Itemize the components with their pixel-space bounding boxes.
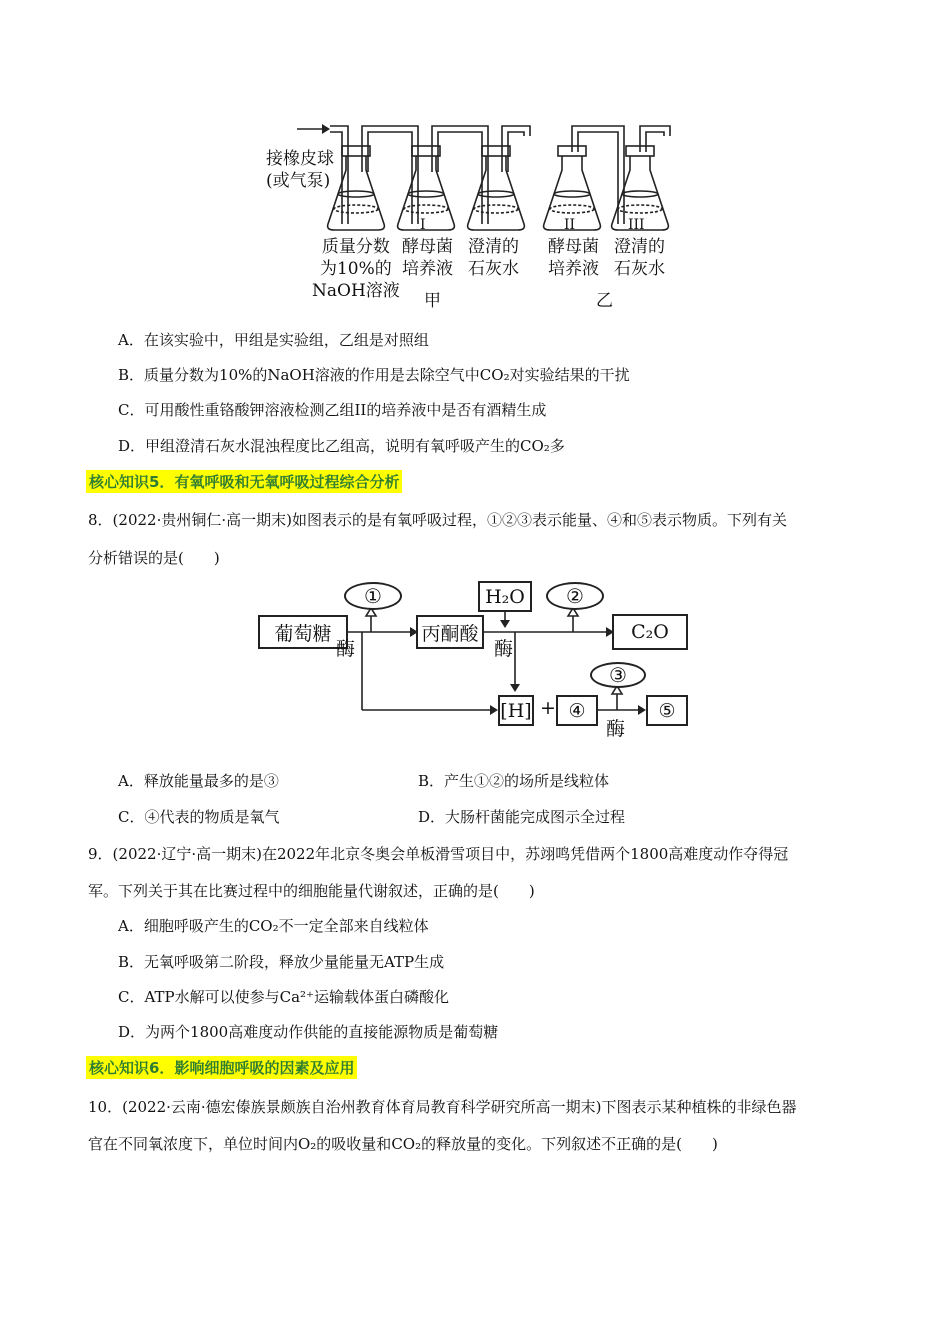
q7-option-b: B．质量分数为10%的NaOH溶液的作用是去除空气中CO₂对实验结果的干扰 (118, 366, 630, 384)
label-naoh (312, 236, 400, 302)
circle5-box: ⑤ (646, 695, 688, 726)
label-lime-2-line2: 石灰水 (614, 259, 665, 279)
circle4-box: ④ (556, 695, 598, 726)
inlet-label-line2: (或气泵) (266, 171, 331, 191)
enzyme-label-2: 酶 (494, 638, 514, 660)
circle2-oval: ② (546, 582, 604, 610)
plus-sign: + (540, 697, 556, 719)
q8-stem-line2: 分析错误的是( ) (88, 549, 220, 567)
label-lime-1-line1: 澄清的 (468, 237, 519, 257)
label-lime-1 (468, 236, 519, 280)
group-jia-label: 甲 (424, 291, 441, 311)
q9-option-c: C．ATP水解可以使参与Ca²⁺运输载体蛋白磷酸化 (118, 988, 449, 1006)
h-box: [H] (498, 695, 534, 726)
glucose-box: 葡萄糖 (258, 615, 348, 649)
respiration-diagram (250, 578, 700, 738)
apparatus-figure (260, 112, 690, 317)
q9-option-a: A．细胞呼吸产生的CO₂不一定全部来自线粒体 (118, 917, 429, 935)
q9-option-d: D．为两个1800高难度动作供能的直接能源物质是葡萄糖 (118, 1023, 499, 1041)
section-heading-5: 核心知识5．有氧呼吸和无氧呼吸过程综合分析 (86, 470, 402, 493)
water-box: H₂O (478, 581, 532, 612)
label-lime-2-line1: 澄清的 (614, 237, 665, 257)
label-lime-2 (614, 236, 665, 280)
label-naoh-line3: NaOH溶液 (312, 281, 400, 301)
q8-option-a: A．释放能量最多的是③ (118, 772, 279, 790)
section-heading-6: 核心知识6．影响细胞呼吸的因素及应用 (86, 1056, 357, 1079)
enzyme-label-1: 酶 (336, 638, 356, 660)
label-lime-1-line2: 石灰水 (468, 259, 519, 279)
label-yeast-1-line1: 酵母菌 (402, 237, 453, 257)
flask-numeral-3: III (628, 217, 645, 233)
circle1-oval: ① (344, 582, 402, 610)
q10-stem-line2: 官在不同氧浓度下，单位时间内O₂的吸收量和CO₂的释放量的变化。下列叙述不正确的是( ) (88, 1135, 718, 1153)
q10-stem-line1: 10．(2022·云南·德宏傣族景颇族自治州教育体育局教育科学研究所高一期末)下图表示某种植株的非绿色器 (88, 1098, 797, 1116)
diagram-arrows (250, 578, 700, 738)
label-yeast-2 (548, 236, 599, 280)
q8-stem-line1: 8．(2022·贵州铜仁·高一期末)如图表示的是有氧呼吸过程，①②③表示能量、④和⑤表示物质。下列有关 (88, 511, 787, 529)
flask-numeral-1: I (420, 217, 426, 233)
q8-option-c: C．④代表的物质是氧气 (118, 808, 280, 826)
q7-option-d: D．甲组澄清石灰水混浊程度比乙组高，说明有氧呼吸产生的CO₂多 (118, 437, 565, 455)
label-yeast-1 (402, 236, 453, 280)
pyruvate-box: 丙酮酸 (416, 615, 484, 649)
q9-option-b: B．无氧呼吸第二阶段，释放少量能量无ATP生成 (118, 953, 445, 971)
flask-numeral-2: II (564, 217, 576, 233)
group-yi-label: 乙 (596, 291, 613, 311)
inlet-label-line1: 接橡皮球 (266, 149, 334, 169)
q7-option-c: C．可用酸性重铬酸钾溶液检测乙组II的培养液中是否有酒精生成 (118, 401, 547, 419)
label-naoh-line1: 质量分数 (321, 237, 390, 257)
q9-stem-line2: 军。下列关于其在比赛过程中的细胞能量代谢叙述，正确的是( ) (88, 882, 535, 900)
co2-box: C₂O (612, 614, 688, 650)
label-yeast-2-line1: 酵母菌 (548, 237, 599, 257)
label-naoh-line2: 为10%的 (319, 259, 392, 279)
q8-option-b: B．产生①②的场所是线粒体 (418, 772, 610, 790)
q8-option-d: D．大肠杆菌能完成图示全过程 (418, 808, 626, 826)
circle3-oval: ③ (590, 662, 646, 688)
label-yeast-2-line2: 培养液 (548, 259, 599, 279)
enzyme-label-3: 酶 (606, 718, 626, 740)
inlet-label (266, 148, 334, 192)
q9-stem-line1: 9．(2022·辽宁·高一期末)在2022年北京冬奥会单板滑雪项目中，苏翊鸣凭借两个1800高难度动作夺得冠 (88, 845, 789, 863)
label-yeast-1-line2: 培养液 (402, 259, 453, 279)
q7-option-a: A．在该实验中，甲组是实验组，乙组是对照组 (118, 331, 429, 349)
